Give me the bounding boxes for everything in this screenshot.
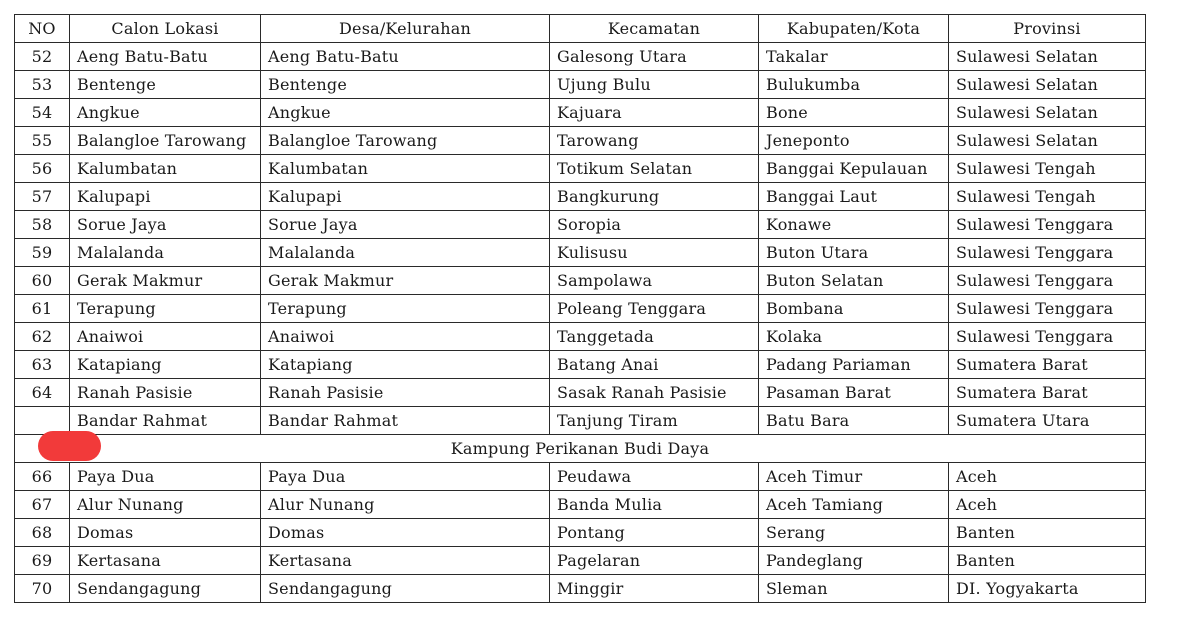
cell-kecamatan: Minggir [550, 575, 759, 603]
cell-provinsi: Sulawesi Tenggara [949, 295, 1146, 323]
cell-no: 66 [15, 463, 70, 491]
cell-calon-lokasi: Gerak Makmur [70, 267, 261, 295]
cell-no: 55 [15, 127, 70, 155]
cell-kabupaten-kota: Aceh Timur [759, 463, 949, 491]
cell-kabupaten-kota: Jeneponto [759, 127, 949, 155]
cell-kecamatan: Kajuara [550, 99, 759, 127]
cell-no: 64 [15, 379, 70, 407]
cell-provinsi: Banten [949, 519, 1146, 547]
cell-provinsi: Sumatera Utara [949, 407, 1146, 435]
cell-kabupaten-kota: Padang Pariaman [759, 351, 949, 379]
cell-kabupaten-kota: Takalar [759, 43, 949, 71]
table-row [15, 575, 1146, 603]
header-kecamatan: Kecamatan [550, 15, 759, 43]
cell-no: 57 [15, 183, 70, 211]
header-desa-kelurahan: Desa/Kelurahan [261, 15, 550, 43]
cell-desa-kelurahan: Kalupapi [261, 183, 550, 211]
cell-no: 63 [15, 351, 70, 379]
cell-calon-lokasi: Katapiang [70, 351, 261, 379]
cell-kecamatan: Kulisusu [550, 239, 759, 267]
cell-kabupaten-kota: Konawe [759, 211, 949, 239]
cell-kecamatan: Soropia [550, 211, 759, 239]
table-row [15, 43, 1146, 71]
cell-provinsi: Sulawesi Tengah [949, 183, 1146, 211]
cell-provinsi: Sulawesi Selatan [949, 43, 1146, 71]
table-row [15, 127, 1146, 155]
cell-desa-kelurahan: Sendangagung [261, 575, 550, 603]
cell-calon-lokasi: Bentenge [70, 71, 261, 99]
cell-no: 59 [15, 239, 70, 267]
cell-kabupaten-kota: Aceh Tamiang [759, 491, 949, 519]
cell-provinsi: Sulawesi Selatan [949, 127, 1146, 155]
table-row [15, 379, 1146, 407]
cell-calon-lokasi: Sendangagung [70, 575, 261, 603]
cell-kecamatan: Pontang [550, 519, 759, 547]
cell-desa-kelurahan: Kertasana [261, 547, 550, 575]
header-provinsi: Provinsi [949, 15, 1146, 43]
cell-no: 58 [15, 211, 70, 239]
cell-provinsi: Sumatera Barat [949, 379, 1146, 407]
cell-calon-lokasi: Kalupapi [70, 183, 261, 211]
cell-desa-kelurahan: Balangloe Tarowang [261, 127, 550, 155]
table-row [15, 267, 1146, 295]
table-row [15, 239, 1146, 267]
cell-kecamatan: Ujung Bulu [550, 71, 759, 99]
cell-provinsi: Sulawesi Tenggara [949, 267, 1146, 295]
cell-no: 61 [15, 295, 70, 323]
cell-kabupaten-kota: Buton Selatan [759, 267, 949, 295]
cell-kabupaten-kota: Batu Bara [759, 407, 949, 435]
cell-kecamatan: Peudawa [550, 463, 759, 491]
table-row [15, 323, 1146, 351]
cell-calon-lokasi: Paya Dua [70, 463, 261, 491]
cell-no: 56 [15, 155, 70, 183]
cell-provinsi: Sulawesi Tenggara [949, 323, 1146, 351]
cell-calon-lokasi: Bandar Rahmat [70, 407, 261, 435]
cell-kecamatan: Batang Anai [550, 351, 759, 379]
cell-kecamatan: Galesong Utara [550, 43, 759, 71]
table-row [15, 407, 1146, 435]
cell-provinsi: Sulawesi Tenggara [949, 211, 1146, 239]
table-row [15, 491, 1146, 519]
header-calon-lokasi: Calon Lokasi [70, 15, 261, 43]
cell-kecamatan: Pagelaran [550, 547, 759, 575]
cell-provinsi: Sumatera Barat [949, 351, 1146, 379]
cell-calon-lokasi: Aeng Batu-Batu [70, 43, 261, 71]
cell-calon-lokasi: Domas [70, 519, 261, 547]
cell-kecamatan: Tanjung Tiram [550, 407, 759, 435]
cell-provinsi: Sulawesi Tengah [949, 155, 1146, 183]
header-kabupaten-kota: Kabupaten/Kota [759, 15, 949, 43]
cell-desa-kelurahan: Katapiang [261, 351, 550, 379]
cell-kabupaten-kota: Sleman [759, 575, 949, 603]
cell-kabupaten-kota: Pasaman Barat [759, 379, 949, 407]
cell-desa-kelurahan: Bandar Rahmat [261, 407, 550, 435]
section-title: Kampung Perikanan Budi Daya [15, 435, 1146, 463]
cell-kecamatan: Sampolawa [550, 267, 759, 295]
cell-calon-lokasi: Kertasana [70, 547, 261, 575]
cell-no: 60 [15, 267, 70, 295]
cell-kecamatan: Totikum Selatan [550, 155, 759, 183]
section-divider [15, 435, 1146, 463]
cell-kabupaten-kota: Buton Utara [759, 239, 949, 267]
cell-desa-kelurahan: Sorue Jaya [261, 211, 550, 239]
cell-no: 62 [15, 323, 70, 351]
cell-desa-kelurahan: Alur Nunang [261, 491, 550, 519]
table-row [15, 155, 1146, 183]
cell-kecamatan: Tarowang [550, 127, 759, 155]
cell-provinsi: DI. Yogyakarta [949, 575, 1146, 603]
cell-calon-lokasi: Kalumbatan [70, 155, 261, 183]
cell-desa-kelurahan: Terapung [261, 295, 550, 323]
cell-kabupaten-kota: Banggai Kepulauan [759, 155, 949, 183]
cell-desa-kelurahan: Malalanda [261, 239, 550, 267]
cell-provinsi: Sulawesi Selatan [949, 71, 1146, 99]
cell-kecamatan: Bangkurung [550, 183, 759, 211]
cell-desa-kelurahan: Angkue [261, 99, 550, 127]
table-row [15, 519, 1146, 547]
cell-calon-lokasi: Sorue Jaya [70, 211, 261, 239]
location-table-container [14, 14, 1145, 603]
cell-kabupaten-kota: Serang [759, 519, 949, 547]
location-table [14, 14, 1146, 603]
cell-kabupaten-kota: Bulukumba [759, 71, 949, 99]
cell-kabupaten-kota: Bombana [759, 295, 949, 323]
cell-calon-lokasi: Terapung [70, 295, 261, 323]
table-header-row [15, 15, 1146, 43]
cell-kabupaten-kota: Bone [759, 99, 949, 127]
cell-provinsi: Sulawesi Tenggara [949, 239, 1146, 267]
cell-no: 69 [15, 547, 70, 575]
cell-desa-kelurahan: Anaiwoi [261, 323, 550, 351]
cell-desa-kelurahan: Bentenge [261, 71, 550, 99]
cell-calon-lokasi: Ranah Pasisie [70, 379, 261, 407]
cell-provinsi: Aceh [949, 463, 1146, 491]
cell-no: 67 [15, 491, 70, 519]
header-no: NO [15, 15, 70, 43]
cell-no: 52 [15, 43, 70, 71]
table-body-budidaya [15, 463, 1146, 603]
cell-desa-kelurahan: Kalumbatan [261, 155, 550, 183]
cell-kabupaten-kota: Pandeglang [759, 547, 949, 575]
cell-kecamatan: Tanggetada [550, 323, 759, 351]
cell-no: 68 [15, 519, 70, 547]
cell-calon-lokasi: Balangloe Tarowang [70, 127, 261, 155]
cell-no: 70 [15, 575, 70, 603]
cell-desa-kelurahan: Gerak Makmur [261, 267, 550, 295]
cell-calon-lokasi: Alur Nunang [70, 491, 261, 519]
cell-desa-kelurahan: Domas [261, 519, 550, 547]
table-row [15, 99, 1146, 127]
cell-provinsi: Banten [949, 547, 1146, 575]
cell-desa-kelurahan: Aeng Batu-Batu [261, 43, 550, 71]
cell-kecamatan: Sasak Ranah Pasisie [550, 379, 759, 407]
table-row [15, 183, 1146, 211]
section-row [15, 435, 1146, 463]
cell-kecamatan: Poleang Tenggara [550, 295, 759, 323]
cell-kabupaten-kota: Banggai Laut [759, 183, 949, 211]
cell-calon-lokasi: Malalanda [70, 239, 261, 267]
cell-provinsi: Sulawesi Selatan [949, 99, 1146, 127]
cell-kabupaten-kota: Kolaka [759, 323, 949, 351]
table-row [15, 71, 1146, 99]
table-row [15, 463, 1146, 491]
cell-calon-lokasi: Anaiwoi [70, 323, 261, 351]
cell-calon-lokasi: Angkue [70, 99, 261, 127]
table-row [15, 547, 1146, 575]
table-body [15, 43, 1146, 435]
cell-desa-kelurahan: Ranah Pasisie [261, 379, 550, 407]
table-row [15, 211, 1146, 239]
cell-provinsi: Aceh [949, 491, 1146, 519]
cell-desa-kelurahan: Paya Dua [261, 463, 550, 491]
table-row [15, 295, 1146, 323]
table-row [15, 351, 1146, 379]
redaction-mark [38, 431, 101, 461]
cell-no: 54 [15, 99, 70, 127]
cell-no: 53 [15, 71, 70, 99]
cell-kecamatan: Banda Mulia [550, 491, 759, 519]
